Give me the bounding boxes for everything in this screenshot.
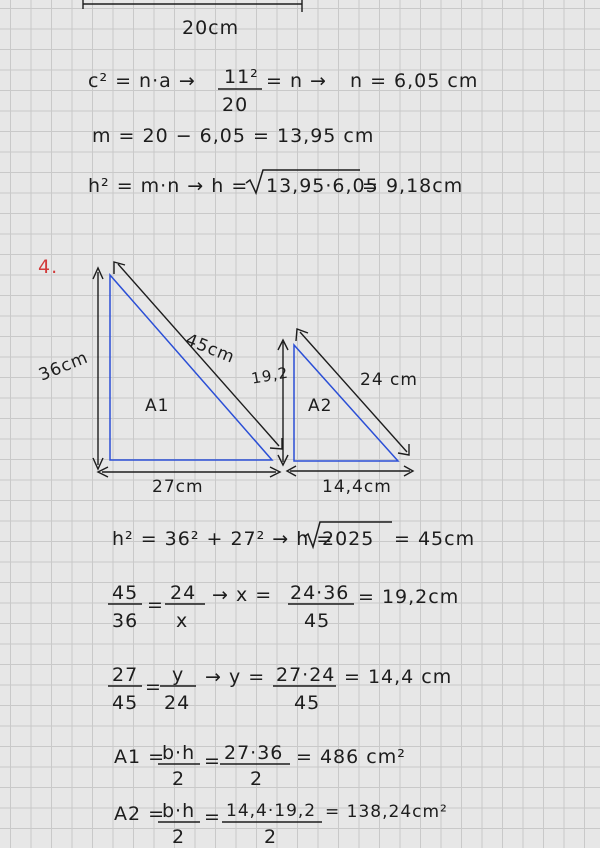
dimension-label: 20cm (182, 17, 240, 39)
line3-radical: 13,95·6,05 (266, 175, 379, 197)
eq4-n2: 27·36 (224, 742, 284, 764)
triangle1-area-label: A1 (145, 396, 170, 416)
eq4-d1: 2 (172, 768, 186, 790)
triangle1-hyp-label: 45cm (182, 330, 238, 368)
eq1-radical: 2025 (322, 528, 375, 550)
eq5-lhs: A2 = (114, 803, 166, 825)
line2: m = 20 − 6,05 = 13,95 cm (92, 125, 375, 147)
eq1-rhs: = 45cm (394, 528, 476, 550)
dimension-bar (83, 0, 302, 12)
eq3-n2: y (172, 664, 185, 686)
eq3-d1: 45 (112, 692, 139, 714)
triangle2-bottom-label: 14,4cm (322, 477, 392, 497)
eq3-eq: = (145, 676, 162, 698)
triangle2-left-label: 19,2 (250, 363, 290, 388)
eq5-d2: 2 (264, 826, 278, 848)
eq4-rhs: = 486 cm² (296, 746, 406, 768)
triangle2-hyp-label: 24 cm (360, 370, 418, 390)
eq3-arrow: → y = (205, 666, 266, 688)
eq2-eq: = (147, 594, 164, 616)
eq2-rhs: = 19,2cm (358, 586, 460, 608)
eq2-n3: 24·36 (290, 582, 350, 604)
line3-rhs: = 9,18cm (362, 175, 464, 197)
triangle1-left-label: 36cm (36, 347, 92, 386)
line1-frac-den: 20 (222, 94, 249, 116)
eq2-d1: 36 (112, 610, 139, 632)
eq3-rhs: = 14,4 cm (344, 666, 453, 688)
triangle2-area-label: A2 (308, 396, 333, 416)
eq2-n1: 45 (112, 582, 139, 604)
line1-frac-num: 11² (224, 66, 259, 88)
eq5-n2: 14,4·19,2 (226, 801, 317, 821)
line1-rhs: n = 6,05 cm (350, 70, 479, 92)
eq3-d2: 24 (164, 692, 191, 714)
eq5-d1: 2 (172, 826, 186, 848)
eq4-eq: = (204, 750, 221, 772)
eq2-d2: x (176, 610, 189, 632)
eq1-lhs: h² = 36² + 27² → h = (112, 528, 334, 550)
eq2-n2: 24 (170, 582, 197, 604)
eq4-d2: 2 (250, 768, 264, 790)
eq2-d3: 45 (304, 610, 331, 632)
eq4-n1: b·h (162, 742, 196, 764)
eq3-d3: 45 (294, 692, 321, 714)
line1-lhs: c² = n·a → (88, 70, 196, 92)
triangle-2 (278, 329, 413, 476)
triangle1-bottom-label: 27cm (152, 477, 204, 497)
task-number: 4. (38, 256, 59, 278)
eq3-n3: 27·24 (276, 664, 336, 686)
line3-lhs: h² = m·n → h = (88, 175, 249, 197)
eq5-rhs: = 138,24cm² (325, 802, 448, 822)
eq5-eq: = (204, 806, 221, 828)
eq2-arrow: → x = (212, 584, 273, 606)
eq3-n1: 27 (112, 664, 139, 686)
line1-mid: = n → (266, 70, 327, 92)
eq5-n1: b·h (162, 800, 196, 822)
eq4-lhs: A1 = (114, 746, 166, 768)
